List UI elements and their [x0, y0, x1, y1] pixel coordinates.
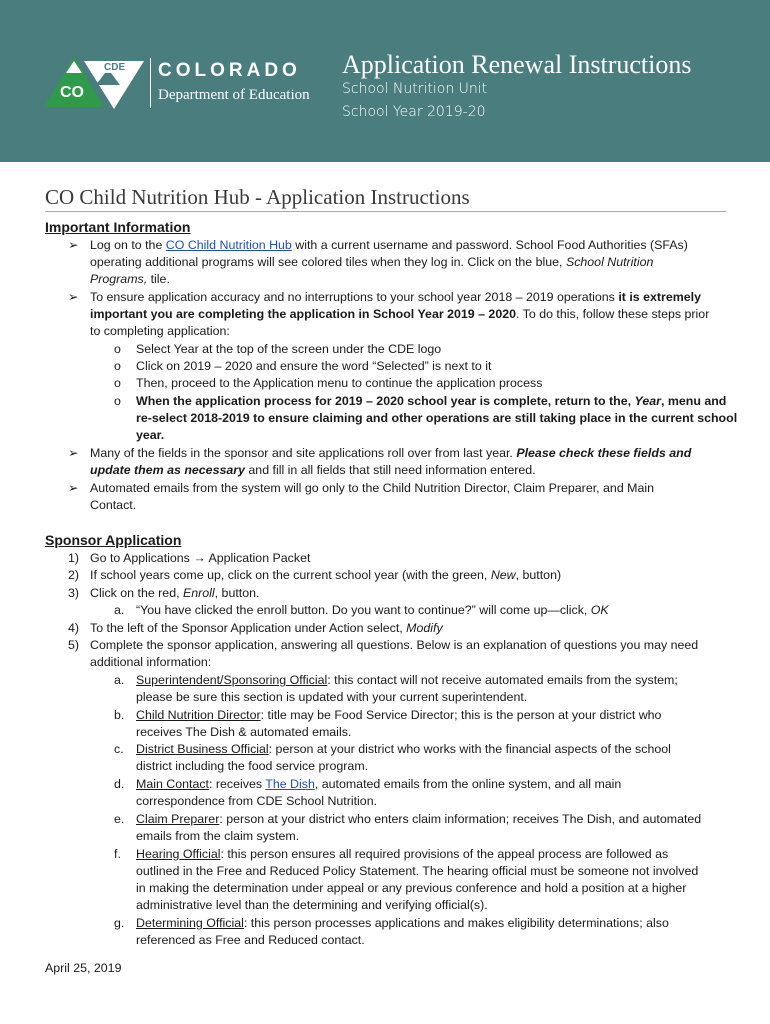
bullet-2-line-3: to completing application:	[90, 324, 230, 338]
logo-state-abbr: CO	[60, 84, 84, 101]
logo-state-name: COLORADO	[158, 60, 301, 81]
substep-3: Then, proceed to the Application menu to continue the application process	[136, 376, 543, 390]
step-3: Click on the red, Enroll, button.	[90, 586, 260, 600]
bullet-1-line-2: operating additional programs will see colored tiles when they log in. Click on the blue, School Nutrition	[90, 255, 654, 269]
substep-4-line-1: When the application process for 2019 – 2020 school year is complete, return to the, Year, menu and	[136, 394, 727, 408]
sub-letter: e.	[114, 812, 125, 826]
sub-letter: a.	[114, 603, 125, 617]
bullet-2-line-2: important you are completing the application in School Year 2019 – 2020. To do this, follow these steps prior	[90, 307, 710, 321]
sub-letter: c.	[114, 742, 124, 756]
sub-letter: f.	[114, 847, 121, 861]
step-5-line-2: additional information:	[90, 655, 212, 669]
sub-letter: g.	[114, 916, 125, 930]
item-b-line-2: receives The Dish & automated emails.	[136, 725, 352, 739]
item-f-line-4: administrative level than the determining and verifying official(s).	[136, 898, 488, 912]
colorado-mountain-logo-icon	[44, 55, 148, 111]
step-number: 4)	[68, 621, 80, 635]
step-number: 2)	[68, 568, 80, 582]
substep-4-line-3: year.	[136, 428, 165, 442]
circle-bullet: o	[114, 376, 121, 390]
item-a-line-2: please be sure this section is updated with your current superintendent.	[136, 690, 528, 704]
step-3a: “You have clicked the enroll button. Do you want to continue?” will come up—click, OK	[136, 603, 609, 617]
item-d-line-1: Main Contact: receives The Dish, automated emails from the online system, and all main	[136, 777, 622, 791]
substep-1: Select Year at the top of the screen under the CDE logo	[136, 342, 442, 356]
bullet-3-line-2: update them as necessary and fill in all fields that still need information entered.	[90, 463, 536, 477]
step-number: 3)	[68, 586, 80, 600]
school-year: School Year 2019-20	[342, 104, 486, 120]
substep-2: Click on 2019 – 2020 and ensure the word “Selected” is next to it	[136, 359, 492, 373]
item-e-line-2: emails from the claim system.	[136, 829, 300, 843]
step-number: 5)	[68, 638, 80, 652]
unit-name: School Nutrition Unit	[342, 81, 488, 97]
bullet-4-line-2: Contact.	[90, 498, 137, 512]
sub-letter: a.	[114, 673, 125, 687]
circle-bullet: o	[114, 342, 121, 356]
co-child-nutrition-hub-link[interactable]: CO Child Nutrition Hub	[165, 238, 292, 252]
bullet-3-line-1: Many of the fields in the sponsor and site applications roll over from last year. Please check these fields and	[90, 446, 692, 460]
item-g-line-1: Determining Official: this person processes applications and makes eligibility determinations; also	[136, 916, 669, 930]
bullet-arrow-icon: ➢	[68, 290, 79, 304]
sponsor-heading: Sponsor Application	[45, 532, 182, 548]
item-f-line-2: outlined in the Free and Reduced Policy Statement. The hearing official must be someone not involved	[136, 864, 699, 878]
sub-letter: b.	[114, 708, 125, 722]
bullet-2-line-1: To ensure application accuracy and no interruptions to your school year 2018 – 2019 operations it is extremely	[90, 290, 701, 304]
page-title: Application Renewal Instructions	[342, 50, 692, 79]
item-a-line-1: Superintendent/Sponsoring Official: this contact will not receive automated emails from the system;	[136, 673, 678, 687]
item-f-line-1: Hearing Official: this person ensures all required provisions of the appeal process are followed as	[136, 847, 669, 861]
substep-4-line-2: re-select 2018-2019 to ensure claiming and other operations are still taking place in the current school	[136, 411, 738, 425]
circle-bullet: o	[114, 394, 121, 408]
item-e-line-1: Claim Preparer: person at your district who enters claim information; receives The Dish, and automated	[136, 812, 702, 826]
item-f-line-3: in making the determination under appeal or any previous conference and hold a position at a higher	[136, 881, 687, 895]
bullet-arrow-icon: ➢	[68, 446, 79, 460]
title-rule	[45, 211, 726, 212]
item-c-line-1: District Business Official: person at your district who works with the financial aspects of the school	[136, 742, 671, 756]
bullet-1-line-1: Log on to the CO Child Nutrition Hub with a current username and password. School Food Authorities (SFAs)	[90, 238, 688, 252]
the-dish-link[interactable]: The Dish	[265, 777, 315, 791]
important-heading: Important Information	[45, 219, 191, 235]
circle-bullet: o	[114, 359, 121, 373]
item-g-line-2: referenced as Free and Reduced contact.	[136, 933, 365, 947]
bullet-1-line-3: Programs, tile.	[90, 272, 170, 286]
sub-letter: d.	[114, 777, 125, 791]
logo-divider	[150, 58, 151, 108]
step-2: If school years come up, click on the current school year (with the green, New, button)	[90, 568, 562, 582]
bullet-4-line-1: Automated emails from the system will go only to the Child Nutrition Director, Claim Preparer, and Main	[90, 481, 655, 495]
step-1: Go to Applications → Application Packet	[90, 551, 311, 565]
logo-department: Department of Education	[158, 87, 310, 103]
footer-date: April 25, 2019	[45, 961, 122, 975]
document-title: CO Child Nutrition Hub - Application Instructions	[45, 185, 470, 209]
item-b-line-1: Child Nutrition Director: title may be Food Service Director; this is the person at your district who	[136, 708, 662, 722]
bullet-arrow-icon: ➢	[68, 238, 79, 252]
bullet-arrow-icon: ➢	[68, 481, 79, 495]
step-4: To the left of the Sponsor Application under Action select, Modify	[90, 621, 443, 635]
item-c-line-2: district including the food service program.	[136, 759, 369, 773]
logo-badge: CDE	[104, 62, 126, 73]
item-d-line-2: correspondence from CDE School Nutrition.	[136, 794, 378, 808]
step-5-line-1: Complete the sponsor application, answering all questions. Below is an explanation of questions you may need	[90, 638, 699, 652]
step-number: 1)	[68, 551, 80, 565]
